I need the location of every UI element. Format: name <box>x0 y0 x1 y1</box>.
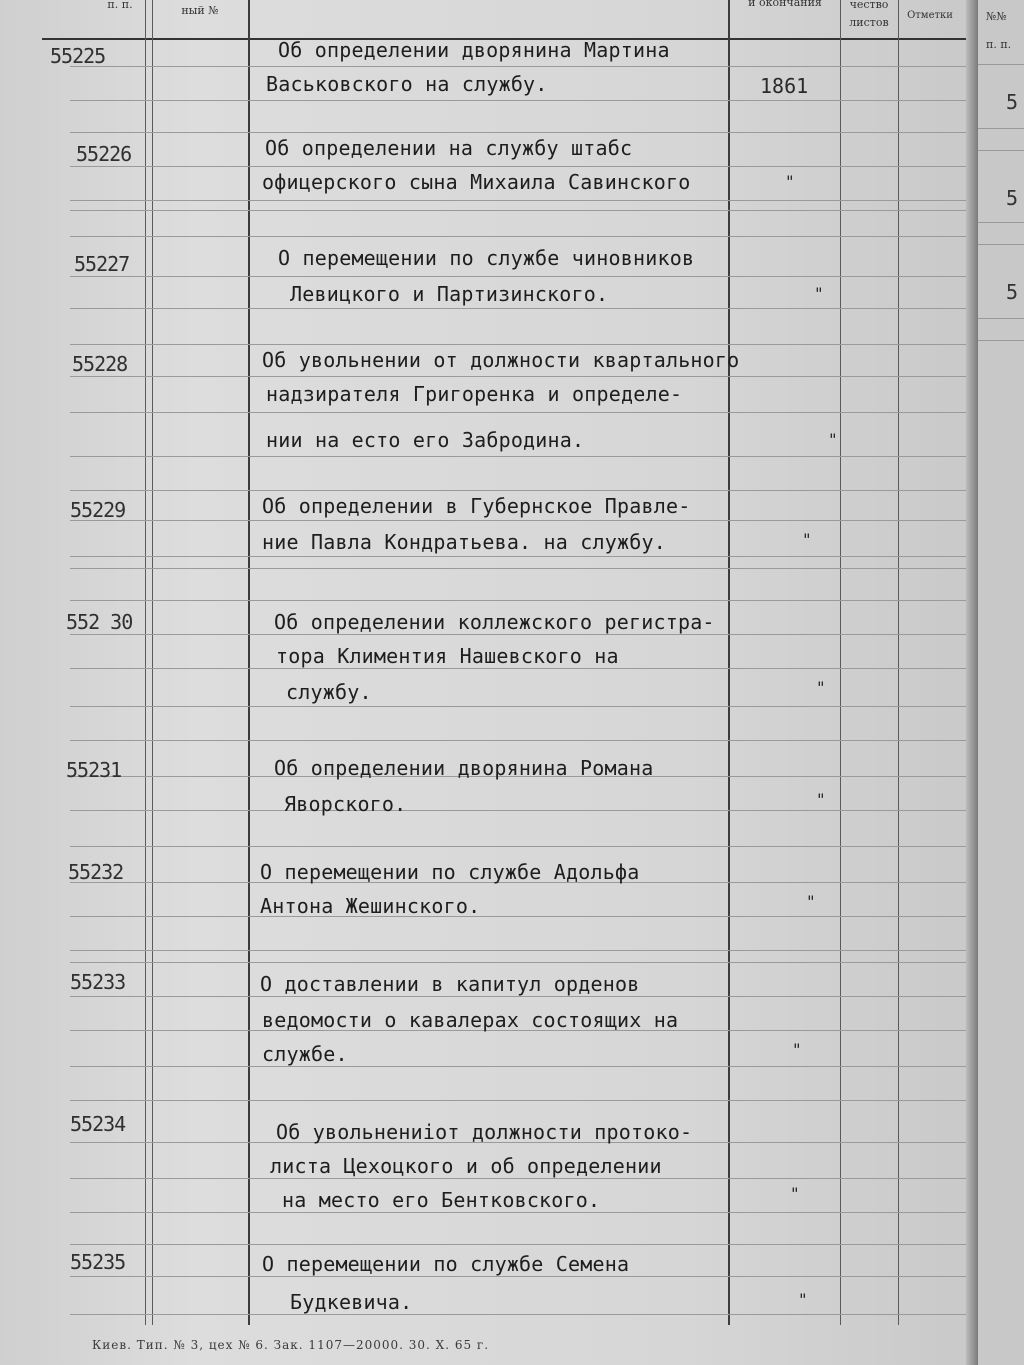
ruled-line <box>70 376 966 377</box>
next-page-edge <box>978 0 1024 1365</box>
entry-number: 55231 <box>66 758 122 782</box>
ruled-line <box>70 520 966 521</box>
entry-number: 55234 <box>70 1112 126 1136</box>
entry-number: 55225 <box>50 44 106 68</box>
next-page-rule <box>978 128 1024 129</box>
entry-number: 55233 <box>70 970 126 994</box>
ruled-line <box>70 1100 966 1101</box>
ruled-line <box>70 634 966 635</box>
ruled-line <box>70 166 966 167</box>
ruled-line <box>70 1314 966 1315</box>
entry-date: " <box>790 1184 800 1203</box>
entry-number: 55229 <box>70 498 126 522</box>
entry-number: 55235 <box>70 1250 126 1274</box>
entry-date: " <box>828 430 838 449</box>
entry-text-line: О перемещении по службе Семена <box>262 1252 630 1276</box>
ruled-line <box>70 846 966 847</box>
next-page-header-pp: п. п. <box>986 38 1012 51</box>
entry-date: " <box>785 172 795 191</box>
next-page-rule <box>978 244 1024 245</box>
ruled-line <box>70 100 966 101</box>
entry-date: " <box>792 1040 802 1059</box>
entry-number: 552 30 <box>66 610 133 634</box>
entry-number: 55226 <box>76 142 132 166</box>
ruled-line <box>70 344 966 345</box>
next-page-header-number: №№ <box>986 10 1007 23</box>
next-page-rule <box>978 340 1024 341</box>
ruled-line <box>70 412 966 413</box>
entry-text-line: Яворского. <box>284 792 407 816</box>
entry-text-line: Об увольнениiот должности протоко- <box>276 1120 693 1144</box>
entry-text-line: ние Павла Кондратьева. на службу. <box>262 530 666 554</box>
entry-text-line: на место его Бентковского. <box>282 1188 601 1212</box>
ruled-line <box>70 740 966 741</box>
ruled-line <box>70 706 966 707</box>
entry-number: 55228 <box>72 352 128 376</box>
entry-text-line: Об определении дворянина Мартина <box>278 38 670 62</box>
column-line <box>898 0 899 1325</box>
entry-date: " <box>816 790 826 809</box>
entry-text-line: нии на есто его Забродина. <box>266 428 585 452</box>
entry-text-line: ведомости о кавалерах состоящих на <box>262 1008 679 1032</box>
ruled-line <box>70 132 966 133</box>
ruled-line <box>70 916 966 917</box>
entry-text-line: Об определении коллежского регистра- <box>274 610 715 634</box>
entry-number: 55227 <box>74 252 130 276</box>
ruled-line <box>70 556 966 557</box>
entry-text-line: надзирателя Григоренка и определе- <box>266 382 683 406</box>
header-inventory: ный № <box>181 4 219 17</box>
header-dates: и окончания <box>748 0 822 9</box>
entry-text-line: тора Климентия Нашевского на <box>276 644 619 668</box>
next-page-rule <box>978 64 1024 65</box>
next-page-rule <box>978 318 1024 319</box>
ruled-line <box>70 236 966 237</box>
entry-date: " <box>802 530 812 549</box>
ruled-line <box>70 456 966 457</box>
ruled-line <box>70 568 966 569</box>
column-line <box>248 0 250 1325</box>
next-page-partial-number: 5 <box>1006 90 1019 114</box>
entry-text-line: листа Цехоцкого и об определении <box>270 1154 662 1178</box>
ruled-line <box>70 962 966 963</box>
next-page-partial-number: 5 <box>1006 280 1019 304</box>
entry-text-line: О перемещении по службе Адольфа <box>260 860 640 884</box>
entry-text-line: службу. <box>286 680 372 704</box>
ruled-line <box>70 308 966 309</box>
ruled-line <box>70 600 966 601</box>
column-line <box>145 0 146 1325</box>
entry-text-line: службе. <box>262 1042 348 1066</box>
ruled-line <box>70 1178 966 1179</box>
ruled-line <box>70 1066 966 1067</box>
entry-text-line: Об определении на службу штабс <box>265 136 633 160</box>
next-page-partial-number: 5 <box>1006 186 1019 210</box>
column-line <box>840 0 841 1325</box>
entry-text-line: Об увольнении от должности квартального <box>262 348 740 372</box>
entry-text-line: О доставлении в капитул орденов <box>260 972 640 996</box>
entry-date: " <box>798 1290 808 1309</box>
entry-text-line: Левицкого и Партизинского. <box>290 282 609 306</box>
entry-date: " <box>814 284 824 303</box>
entry-date: " <box>816 678 826 697</box>
entry-number: 55232 <box>68 860 124 884</box>
entry-text-line: О перемещении по службе чиновников <box>278 246 695 270</box>
header-number: п. п. <box>107 0 133 11</box>
ruled-line <box>70 1276 966 1277</box>
printer-footer: Киев. Тип. № 3, цех № 6. Зак. 1107—20000. 30. X. 65 г. <box>92 1338 490 1352</box>
entry-text-line: Будкевича. <box>290 1290 413 1314</box>
ruled-line <box>70 810 966 811</box>
header-sheets: чество листов <box>849 0 889 29</box>
entry-text-line: Об определении в Губернское Правле- <box>262 494 691 518</box>
ruled-line <box>70 1212 966 1213</box>
next-page-rule <box>978 222 1024 223</box>
column-line <box>152 0 153 1325</box>
entry-text-line: офицерского сына Михаила Савинского <box>262 170 691 194</box>
ruled-line <box>70 490 966 491</box>
ruled-line <box>70 66 966 67</box>
entry-text-line: Об определении дворянина Романа <box>274 756 654 780</box>
entry-text-line: Антона Жешинского. <box>260 894 481 918</box>
entry-date: 1861 <box>760 74 809 98</box>
ruled-line <box>70 668 966 669</box>
ruled-line <box>70 276 966 277</box>
entry-date: " <box>806 892 816 911</box>
header-notes: Отметки <box>907 10 953 21</box>
ruled-line <box>70 996 966 997</box>
ruled-line <box>70 200 966 201</box>
ruled-line <box>70 950 966 951</box>
ruled-line <box>70 1244 966 1245</box>
ruled-line <box>70 210 966 211</box>
entry-text-line: Васьковского на службу. <box>266 72 548 96</box>
column-line <box>728 0 730 1325</box>
next-page-rule <box>978 150 1024 151</box>
